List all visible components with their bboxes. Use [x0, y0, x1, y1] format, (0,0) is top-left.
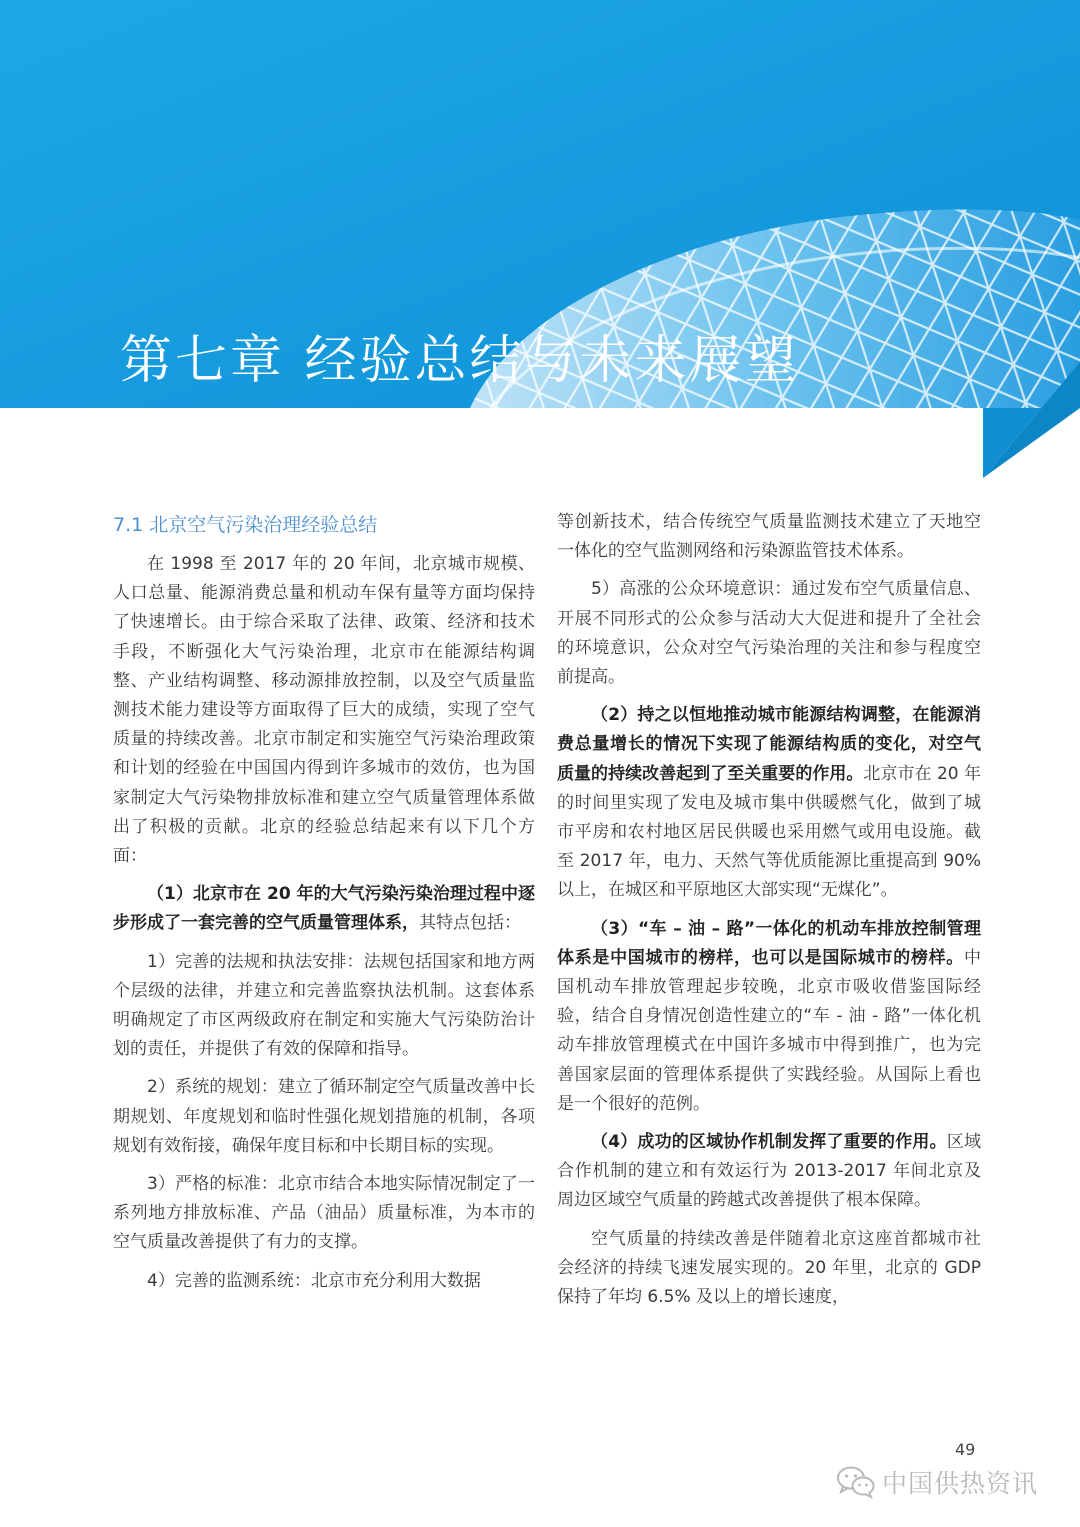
section-heading: 7.1 北京空气污染治理经验总结 [113, 514, 378, 536]
wechat-icon [836, 1465, 876, 1499]
paragraph [113, 880, 535, 938]
paragraph: 2）系统的规划：建立了循环制定空气质量改善中长期规划、年度规划和临时性强化规划措施的机制，各项规划有效衔接，确保年度目标和中长期目标的实现。 [113, 1077, 535, 1156]
chapter-banner [0, 0, 1080, 480]
page-number: 49 [955, 1440, 976, 1459]
banner-graphic [0, 0, 1080, 480]
bold-lead: （4）成功的区域协作机制发挥了重要的作用。 [591, 1132, 947, 1153]
paragraph-text: 区域合作机制的建立和有效运行为 2013-2017 年间北京及周边区域空气质量的跨越式改善提供了根本保障。 [557, 1132, 982, 1211]
paragraph: 空气质量的持续改善是伴随着北京这座首都城市社会经济的持续飞速发展实现的。20 年里，北京的 GDP 保持了年均 6.5% 及以上的增长速度， [557, 1228, 981, 1308]
right-column [557, 508, 981, 1321]
bold-lead: （2）持之以恒地推动城市能源结构调整，在能源消费总量增长的情况下实现了能源结构质的变化，对空气质量的持续改善起到了至关重要的作用。 [557, 705, 981, 784]
paragraph-text: 其特点包括： [419, 913, 521, 934]
paragraph: 5）高涨的公众环境意识：通过发布空气质量信息、开展不同形式的公众参与活动大大促进和提升了全社会的环境意识，公众对空气污染治理的关注和参与程度空前提高。 [557, 579, 981, 688]
left-column [113, 508, 535, 1305]
paragraph-text: 北京市在 20 年的时间里实现了发电及城市集中供暖燃气化，做到了城市平房和农村地区居民供暖也采用燃气或用电设施。截至 2017 年，电力、天然气等优质能源比重提高到 90% 以上，在城区和平原地区大部实现“无煤化”。 [557, 763, 981, 901]
bold-lead: （1）北京市在 20 年的大气污染污染治理过程中逐步形成了一套完善的空气质量管理体系， [113, 884, 535, 934]
paragraph: 1）完善的法规和执法安排：法规包括国家和地方两个层级的法律，并建立和完善监察执法机制。这套体系明确规定了市区两级政府在制定和实施大气污染防治计划的责任，并提供了有效的保障和指导。 [113, 951, 535, 1060]
watermark [836, 1462, 1038, 1502]
watermark-text: 中国供热资讯 [882, 1469, 1039, 1498]
paragraph-text: 中国机动车排放管理起步较晚，北京市吸收借鉴国际经验，结合自身情况创造性建立的“车 - 油 - 路”一体化机动车排放管理模式在中国许多城市中得到推广，也为完善国家层面的管理体系提供了实践经验。从国际上看也是一个很好的范例。 [557, 947, 981, 1114]
paragraph [557, 1128, 981, 1216]
paragraph [557, 701, 981, 905]
bold-lead: （3）“车 – 油 – 路”一体化的机动车排放控制管理体系是中国城市的榜样，也可以是国际城市的榜样。 [557, 918, 981, 968]
paragraph: 4）完善的监测系统：北京市充分利用大数据 [147, 1270, 481, 1291]
paragraph: 等创新技术，结合传统空气质量监测技术建立了天地空一体化的空气监测网络和污染源监管技术体系。 [557, 512, 981, 562]
paragraph: 在 1998 至 2017 年的 20 年间，北京城市规模、人口总量、能源消费总量和机动车保有量等方面均保持了快速增长。由于综合采取了法律、政策、经济和技术手段，不断强化大气污染治理，北京市在能源结构调整、产业结构调整、移动源排放控制，以及空气质量监测技术能力建设等方面取得了巨大的成绩，实现了空气质量的持续改善。北京市制定和实施空气污染治理政策和计划的经验在中国国内得到许多城市的效仿，也为国家制定大气污染物排放标准和建立空气质量管理体系做出了积极的贡献。北京的经验总结起来有以下几个方面： [113, 554, 535, 867]
chapter-title: 第七章 经验总结与未来展望 [120, 331, 800, 391]
paragraph [557, 915, 981, 1119]
paragraph: 3）严格的标准：北京市结合本地实际情况制定了一系列地方排放标准、产品（油品）质量标准，为本市的空气质量改善提供了有力的支撑。 [113, 1174, 535, 1253]
